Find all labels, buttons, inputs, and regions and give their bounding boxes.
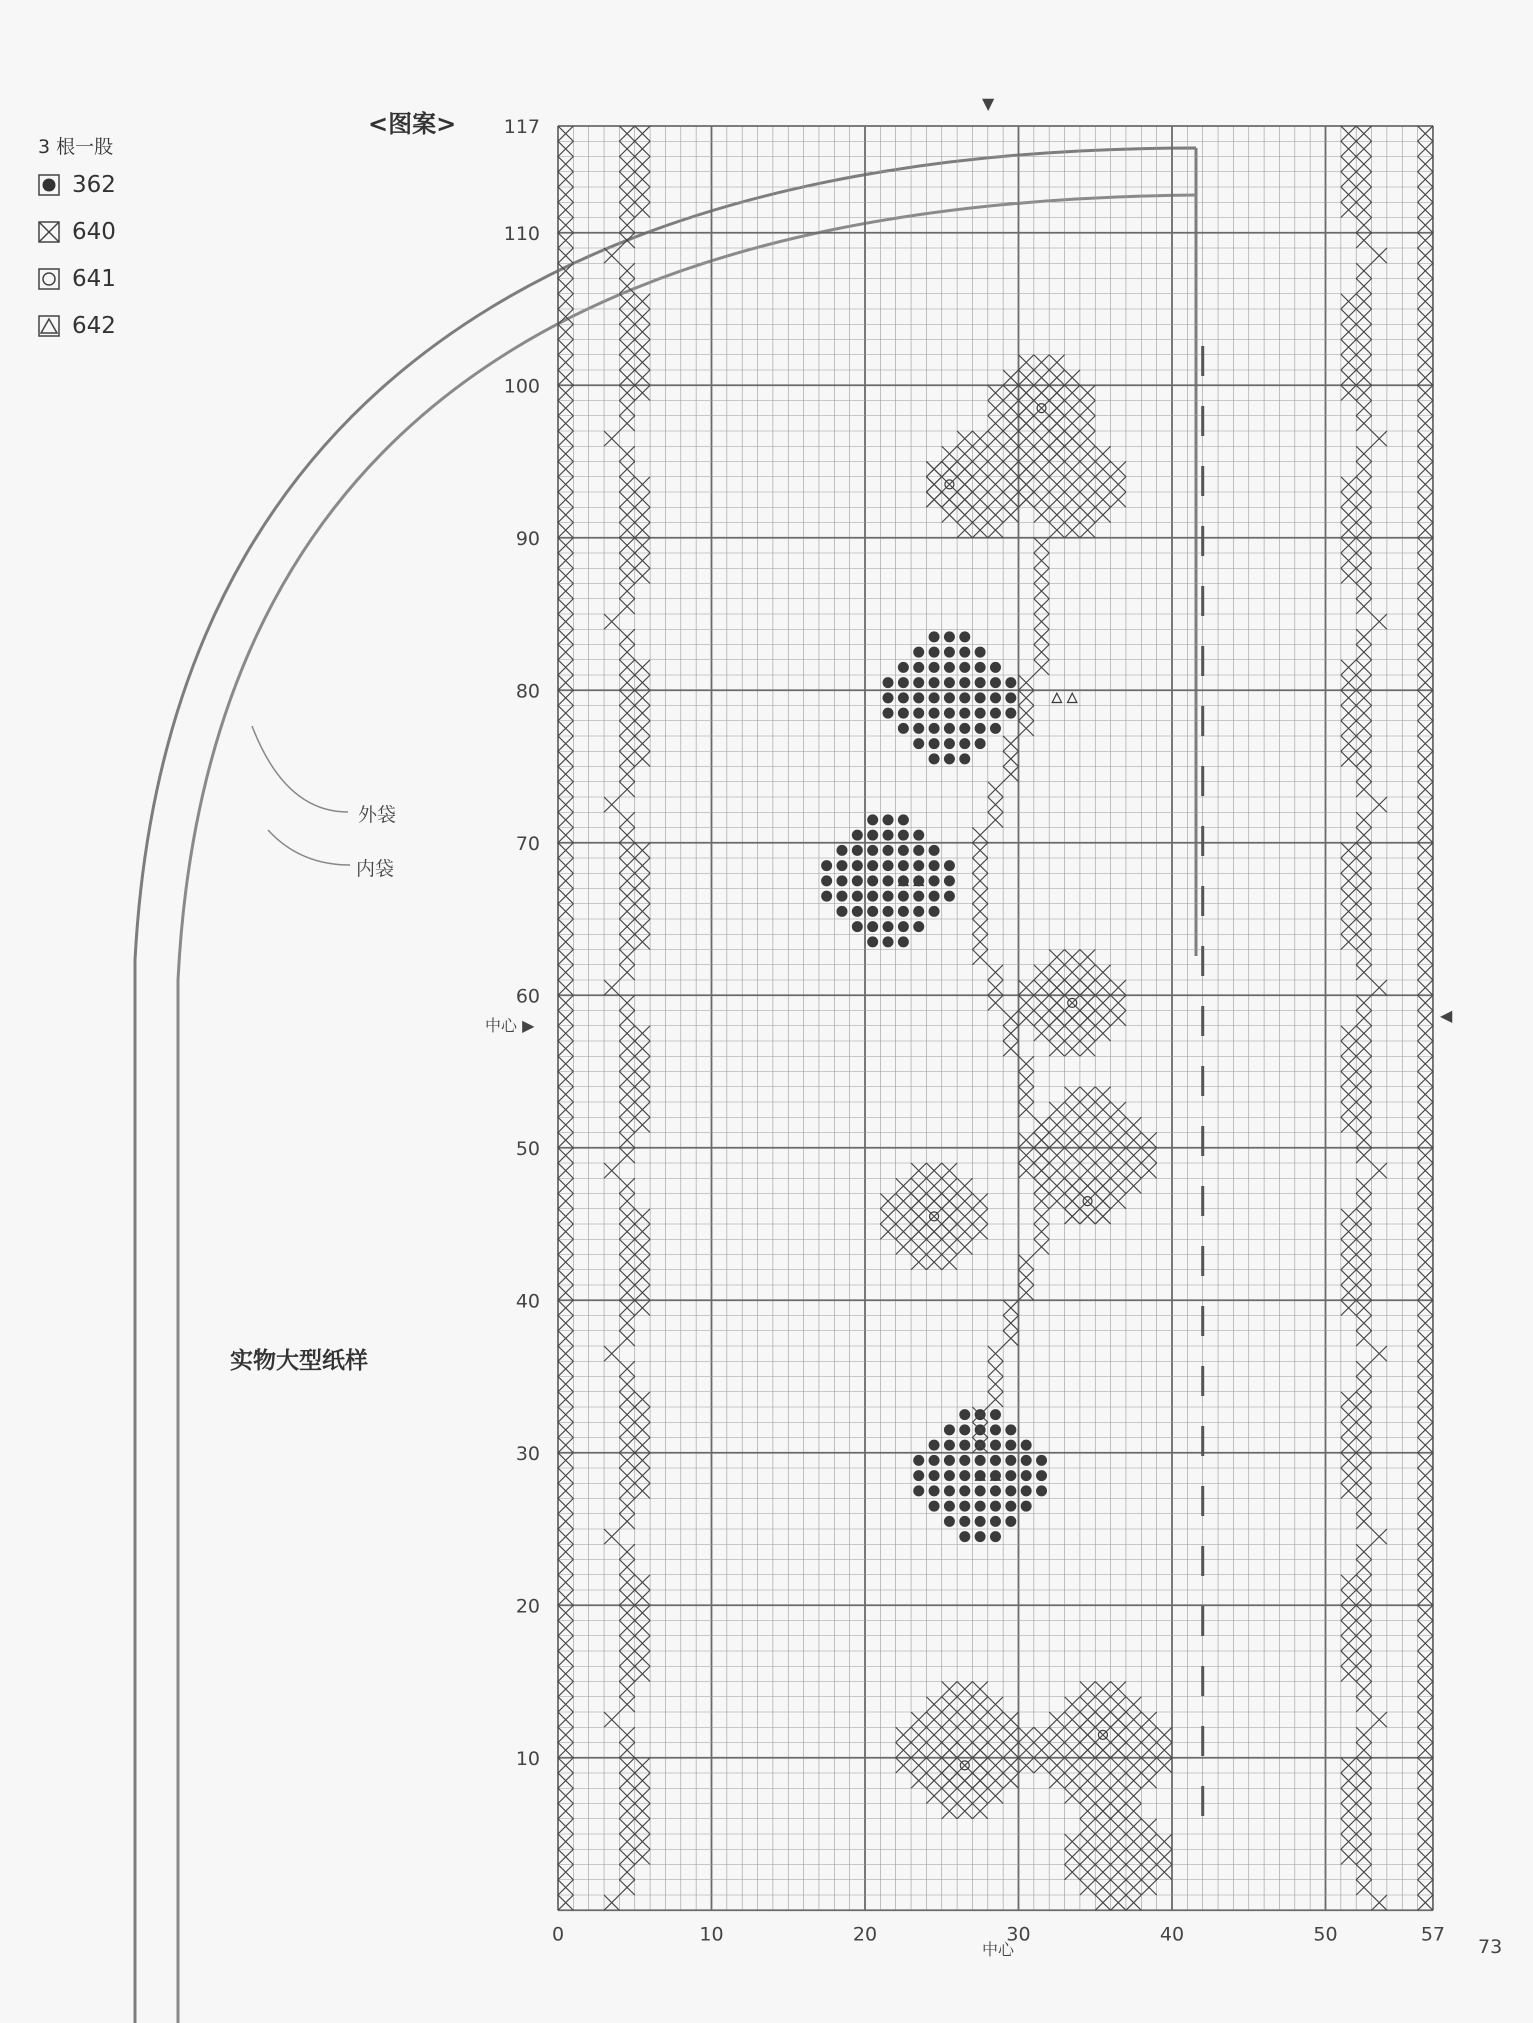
stitch-filled-dot [913, 891, 924, 902]
stitch-filled-dot [898, 723, 909, 734]
stitch-filled-dot [1005, 1440, 1016, 1451]
y-tick-label: 100 [503, 375, 540, 398]
stitch-filled-dot [975, 677, 986, 688]
stitch-filled-dot [1005, 708, 1016, 719]
stitch-filled-dot [929, 1455, 940, 1466]
stitch-filled-dot [990, 1485, 1001, 1496]
y-tick-label: 20 [515, 1595, 540, 1618]
stitch-filled-dot [821, 860, 832, 871]
stitch-filled-dot [913, 662, 924, 673]
stitch-filled-dot [929, 753, 940, 764]
stitch-filled-dot [913, 708, 924, 719]
stitch-filled-dot [898, 692, 909, 703]
stitch-filled-dot [990, 723, 1001, 734]
stitch-filled-dot [944, 1424, 955, 1435]
stitch-filled-dot [852, 875, 863, 886]
stitch-filled-dot [1005, 1485, 1016, 1496]
y-tick-label: 30 [515, 1442, 540, 1465]
center-left-label: 中心 ▶ [485, 1016, 535, 1035]
stitch-filled-dot [959, 631, 970, 642]
stitch-filled-dot [990, 677, 1001, 688]
stitch-filled-dot [975, 1531, 986, 1542]
stitch-filled-dot [883, 677, 894, 688]
stitch-filled-dot [836, 875, 847, 886]
x-tick-label: 10 [699, 1923, 724, 1946]
stitch-filled-dot [1021, 1440, 1032, 1451]
page-title: <图案> [368, 110, 457, 138]
stitch-filled-dot [867, 830, 878, 841]
right-center-marker-icon: ◀ [1440, 1006, 1453, 1025]
stitch-filled-dot [898, 906, 909, 917]
stitch-filled-dot [990, 692, 1001, 703]
stitch-filled-dot [990, 1516, 1001, 1527]
template-label: 实物大型纸样 [230, 1348, 368, 1374]
stitch-filled-dot [898, 845, 909, 856]
stitch-filled-dot [929, 860, 940, 871]
stitch-filled-dot [883, 906, 894, 917]
stitch-filled-dot [898, 677, 909, 688]
stitch-filled-dot [944, 631, 955, 642]
stitch-filled-dot [975, 1501, 986, 1512]
legend-code: 362 [72, 172, 116, 198]
stitch-filled-dot [929, 1470, 940, 1481]
stitch-filled-dot [959, 1485, 970, 1496]
outer-bag-label: 外袋 [358, 804, 397, 826]
stitch-filled-dot [944, 1501, 955, 1512]
stitch-filled-dot [913, 677, 924, 688]
stitch-filled-dot [821, 891, 832, 902]
stitch-filled-dot [883, 921, 894, 932]
stitch-filled-dot [959, 1409, 970, 1420]
stitch-filled-dot [929, 723, 940, 734]
stitch-filled-dot [929, 738, 940, 749]
y-tick-label: 50 [515, 1137, 540, 1160]
stitch-filled-dot [867, 814, 878, 825]
stitch-filled-dot [929, 631, 940, 642]
stitch-filled-dot [898, 860, 909, 871]
stitch-filled-dot [975, 1485, 986, 1496]
x-tick-label: 57 [1420, 1923, 1446, 1946]
stitch-filled-dot [898, 921, 909, 932]
stitch-filled-dot [898, 891, 909, 902]
stitch-filled-dot [883, 814, 894, 825]
stitch-filled-dot [959, 738, 970, 749]
stitch-filled-dot [929, 1485, 940, 1496]
stitch-filled-dot [913, 906, 924, 917]
page-number: 73 [1478, 1936, 1503, 1958]
stitch-filled-dot [898, 662, 909, 673]
stitch-filled-dot [1021, 1455, 1032, 1466]
stitch-filled-dot [836, 891, 847, 902]
stitch-filled-dot [1005, 1501, 1016, 1512]
stitch-filled-dot [929, 845, 940, 856]
stitch-filled-dot [944, 647, 955, 658]
stitch-filled-dot [913, 723, 924, 734]
stitch-filled-dot [990, 1440, 1001, 1451]
stitch-filled-dot [852, 906, 863, 917]
stitch-filled-dot [944, 860, 955, 871]
stitch-filled-dot [944, 1455, 955, 1466]
stitch-filled-dot [852, 830, 863, 841]
stitch-filled-dot [929, 692, 940, 703]
stitch-filled-dot [898, 708, 909, 719]
stitch-filled-dot [867, 875, 878, 886]
stitch-filled-dot [913, 738, 924, 749]
y-tick-label: 40 [515, 1290, 540, 1313]
stitch-filled-dot [867, 891, 878, 902]
stitch-filled-dot [1005, 677, 1016, 688]
stitch-filled-dot [975, 647, 986, 658]
stitch-filled-dot [959, 708, 970, 719]
stitch-filled-dot [944, 1440, 955, 1451]
stitch-filled-dot [975, 662, 986, 673]
stitch-triangle [1052, 693, 1061, 702]
stitch-filled-dot [990, 1424, 1001, 1435]
stitch-filled-dot [883, 860, 894, 871]
stitch-filled-dot [913, 921, 924, 932]
stitch-filled-dot [929, 708, 940, 719]
stitch-filled-dot [959, 647, 970, 658]
stitch-filled-dot [852, 860, 863, 871]
stitch-filled-dot [959, 1501, 970, 1512]
stitch-filled-dot [883, 692, 894, 703]
center-bottom-label: 中心 [982, 1940, 1015, 1959]
stitch-filled-dot [959, 1531, 970, 1542]
stitch-filled-dot [867, 936, 878, 947]
stitch-filled-dot [1036, 1455, 1047, 1466]
stitch-filled-dot [867, 906, 878, 917]
stitch-filled-dot [975, 1516, 986, 1527]
x-tick-label: 40 [1159, 1923, 1185, 1946]
stitch-filled-dot [898, 814, 909, 825]
stitch-filled-dot [929, 1501, 940, 1512]
stitch-filled-dot [913, 647, 924, 658]
stitch-filled-dot [852, 845, 863, 856]
stitch-filled-dot [1036, 1485, 1047, 1496]
stitch-filled-dot [913, 1485, 924, 1496]
stitch-filled-dot [852, 921, 863, 932]
stitch-filled-dot [898, 936, 909, 947]
stitch-filled-dot [944, 692, 955, 703]
y-tick-label: 90 [515, 527, 540, 550]
stitch-filled-dot [959, 723, 970, 734]
stitch-filled-dot [944, 875, 955, 886]
stitch-filled-dot [959, 677, 970, 688]
stitch-filled-dot [883, 845, 894, 856]
legend-code: 640 [72, 219, 116, 245]
stitch-filled-dot [1005, 1455, 1016, 1466]
stitch-filled-dot [836, 906, 847, 917]
stitch-filled-dot [975, 723, 986, 734]
y-tick-label: 117 [503, 116, 540, 138]
legend-heading: 3 根一股 [38, 136, 114, 158]
stitch-filled-dot [929, 677, 940, 688]
stitch-filled-dot [975, 692, 986, 703]
stitch-filled-dot [1005, 1424, 1016, 1435]
stitch-filled-dot [929, 647, 940, 658]
y-tick-label: 70 [515, 832, 540, 855]
stitch-filled-dot [1005, 1470, 1016, 1481]
stitch-filled-dot [990, 708, 1001, 719]
stitch-filled-dot [944, 723, 955, 734]
x-tick-label: 30 [1006, 1923, 1031, 1946]
stitch-filled-dot [975, 1455, 986, 1466]
stitch-filled-dot [883, 891, 894, 902]
stitch-filled-dot [913, 830, 924, 841]
stitch-filled-dot [821, 875, 832, 886]
stitch-filled-dot [944, 1485, 955, 1496]
y-tick-label: 110 [503, 222, 540, 245]
stitch-filled-dot [913, 692, 924, 703]
inner-bag-label: 内袋 [356, 858, 395, 880]
stitch-filled-dot [944, 753, 955, 764]
stitch-filled-dot [883, 875, 894, 886]
stitch-filled-dot [1005, 692, 1016, 703]
stitch-filled-dot [959, 753, 970, 764]
stitch-filled-dot [883, 708, 894, 719]
top-center-marker-icon: ▼ [982, 94, 995, 113]
stitch-filled-dot [990, 1455, 1001, 1466]
x-tick-label: 50 [1313, 1923, 1338, 1946]
stitch-filled-dot [929, 662, 940, 673]
stitch-filled-dot [883, 936, 894, 947]
stitch-filled-dot [959, 1470, 970, 1481]
stitch-filled-dot [944, 1516, 955, 1527]
stitch-filled-dot [944, 1470, 955, 1481]
stitch-filled-dot [913, 860, 924, 871]
stitch-filled-dot [836, 845, 847, 856]
stitch-filled-dot [959, 692, 970, 703]
stitch-filled-dot [990, 1409, 1001, 1420]
stitch-filled-dot [929, 906, 940, 917]
stitch-filled-dot [990, 1501, 1001, 1512]
stitch-filled-dot [867, 921, 878, 932]
center-left-text: 中心 [485, 1016, 518, 1035]
stitch-filled-dot [959, 1440, 970, 1451]
y-tick-label: 10 [515, 1747, 540, 1770]
stitch-filled-dot [944, 662, 955, 673]
stitch-triangle [1068, 693, 1077, 702]
stitch-filled-dot [1021, 1501, 1032, 1512]
stitch-filled-dot [1036, 1470, 1047, 1481]
y-tick-label: 80 [515, 680, 540, 703]
stitch-filled-dot [944, 708, 955, 719]
stitch-filled-dot [913, 1470, 924, 1481]
stitch-filled-dot [913, 1455, 924, 1466]
x-tick-label: 20 [852, 1923, 878, 1946]
stitch-filled-dot [913, 845, 924, 856]
stitch-filled-dot [883, 830, 894, 841]
stitch-filled-dot [975, 738, 986, 749]
stitch-filled-dot [959, 1516, 970, 1527]
stitch-filled-dot [1021, 1470, 1032, 1481]
stitch-filled-dot [990, 1531, 1001, 1542]
stitch-filled-dot [898, 830, 909, 841]
stitch-filled-dot [975, 708, 986, 719]
stitch-filled-dot [944, 891, 955, 902]
stitch-filled-dot [836, 860, 847, 871]
stitch-filled-dot [959, 1455, 970, 1466]
stitch-filled-dot [990, 662, 1001, 673]
stitch-filled-dot [929, 875, 940, 886]
stitch-filled-dot [852, 891, 863, 902]
stitch-filled-dot [867, 860, 878, 871]
stitch-filled-dot [959, 662, 970, 673]
stitch-filled-dot [929, 1440, 940, 1451]
stitch-filled-dot [959, 1424, 970, 1435]
stitch-filled-dot [944, 738, 955, 749]
legend-code: 642 [72, 313, 116, 339]
stitch-filled-dot [929, 891, 940, 902]
stitch-filled-dot [944, 677, 955, 688]
legend-code: 641 [72, 266, 116, 292]
stitch-filled-dot [1021, 1485, 1032, 1496]
x-tick-label: 0 [551, 1923, 565, 1946]
y-tick-label: 60 [515, 985, 540, 1008]
stitch-filled-dot [867, 845, 878, 856]
stitch-filled-dot [1005, 1516, 1016, 1527]
